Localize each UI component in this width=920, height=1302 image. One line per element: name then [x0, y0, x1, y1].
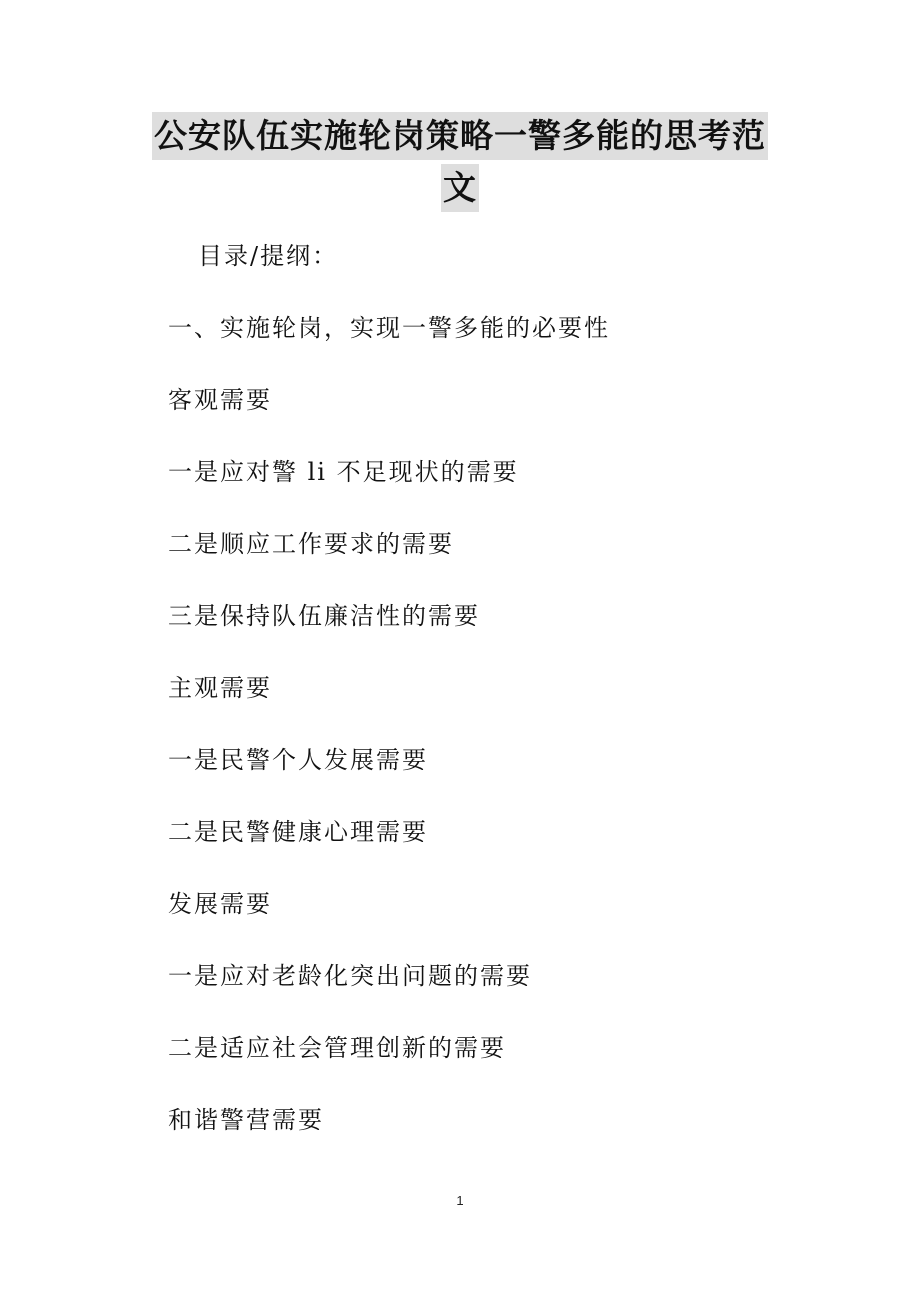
outline-item: 发展需要 — [168, 890, 272, 918]
toc-label: 目录/提纲： — [198, 242, 339, 270]
outline-item: 一是应对老龄化突出问题的需要 — [168, 962, 532, 990]
outline-item: 一是应对警 li 不足现状的需要 — [168, 458, 519, 486]
outline-item: 和谐警营需要 — [168, 1106, 324, 1134]
document-title — [150, 112, 770, 212]
outline-list — [168, 308, 610, 1172]
title-line-2: 文 — [441, 164, 479, 212]
outline-item: 二是民警健康心理需要 — [168, 818, 428, 846]
outline-item: 二是适应社会管理创新的需要 — [168, 1034, 506, 1062]
outline-item: 客观需要 — [168, 386, 272, 414]
outline-item: 主观需要 — [168, 674, 272, 702]
outline-item: 一是民警个人发展需要 — [168, 746, 428, 774]
outline-item: 一、实施轮岗，实现一警多能的必要性 — [168, 314, 610, 342]
page-number: 1 — [456, 1193, 464, 1208]
outline-item: 二是顺应工作要求的需要 — [168, 530, 454, 558]
title-line-1: 公安队伍实施轮岗策略一警多能的思考范 — [152, 112, 768, 160]
outline-item: 三是保持队伍廉洁性的需要 — [168, 602, 480, 630]
